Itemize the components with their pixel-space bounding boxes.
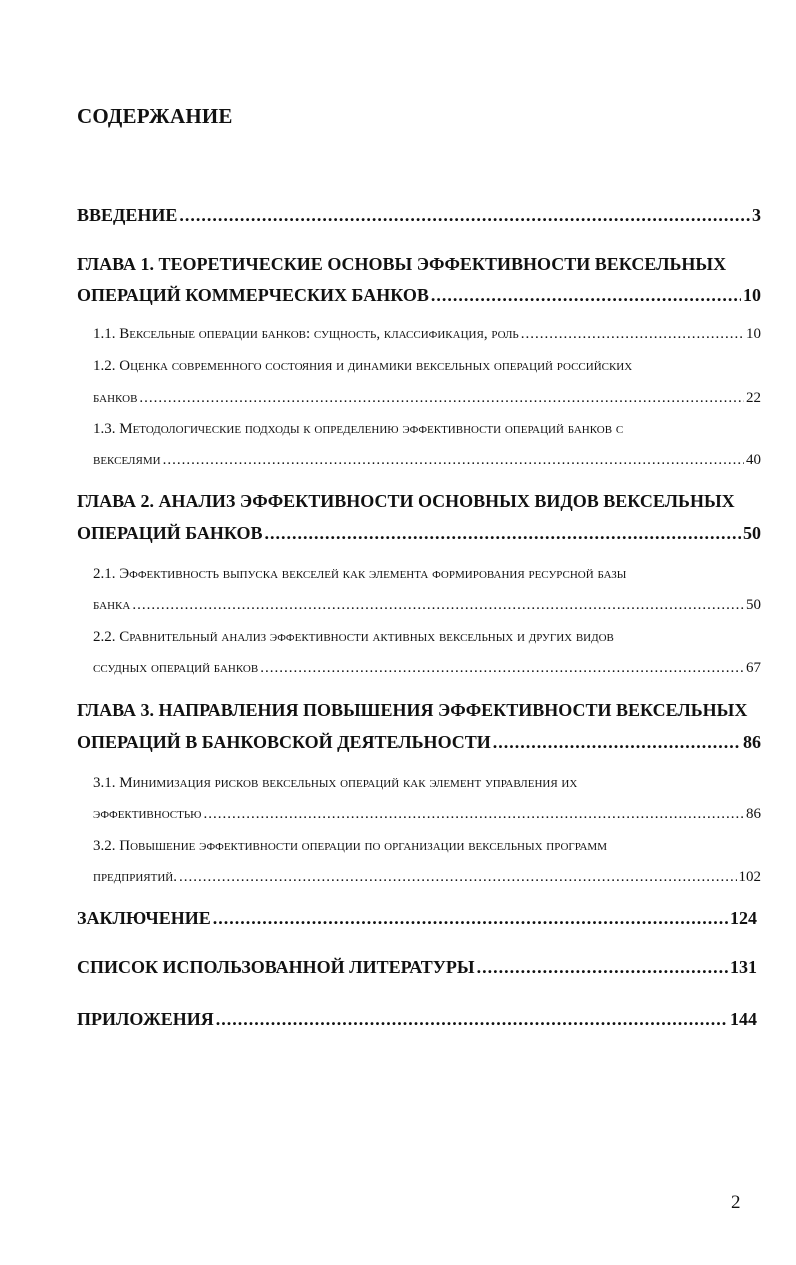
toc-section-3-1[interactable] [93, 806, 761, 823]
toc-entry-label: ссудных операций банков [93, 660, 259, 676]
toc-section-1-1[interactable] [93, 326, 761, 343]
toc-entry-label: ОПЕРАЦИЙ КОММЕРЧЕСКИХ БАНКОВ [77, 285, 429, 305]
toc-entry-label: предприятий. [93, 869, 177, 885]
toc-page-number: 22 [746, 390, 761, 406]
toc-entry-conclusion[interactable] [77, 908, 757, 929]
toc-page-number: 50 [743, 523, 761, 543]
toc-entry-bibliography[interactable] [77, 957, 757, 978]
dot-leader [213, 908, 728, 929]
toc-section-1-2[interactable] [93, 390, 761, 407]
toc-section-2-1-line1[interactable]: 2.1. Эффективность выпуска векселей как элемента формирования ресурсной базы [93, 566, 627, 582]
toc-page-number: 86 [746, 806, 761, 822]
toc-page-number: 50 [746, 597, 761, 613]
toc-page-number: 67 [746, 660, 761, 676]
toc-section-1-3[interactable] [93, 452, 761, 469]
dot-leader [521, 326, 744, 343]
page-number: 2 [731, 1192, 741, 1213]
dot-leader [179, 205, 750, 226]
toc-chapter-1-line1[interactable]: ГЛАВА 1. ТЕОРЕТИЧЕСКИЕ ОСНОВЫ ЭФФЕКТИВНОСТИ ВЕКСЕЛЬНЫХ [77, 254, 727, 274]
toc-section-2-2-line1[interactable]: 2.2. Сравнительный анализ эффективности активных вексельных и других видов [93, 629, 614, 645]
dot-leader [132, 597, 744, 614]
toc-entry-label: эффективностью [93, 806, 202, 822]
dot-leader [203, 806, 744, 823]
dot-leader [477, 957, 728, 978]
toc-section-1-3-line1[interactable]: 1.3. Методологические подходы к определению эффективности операций банков с [93, 421, 624, 437]
toc-entry-intro[interactable] [77, 205, 761, 226]
toc-chapter-2-line1[interactable]: ГЛАВА 2. АНАЛИЗ ЭФФЕКТИВНОСТИ ОСНОВНЫХ ВИДОВ ВЕКСЕЛЬНЫХ [77, 491, 735, 511]
dot-leader [179, 869, 737, 886]
toc-page-number: 131 [730, 957, 757, 977]
toc-entry-label: ОПЕРАЦИЙ В БАНКОВСКОЙ ДЕЯТЕЛЬНОСТИ [77, 732, 491, 752]
toc-chapter-1[interactable] [77, 285, 761, 306]
toc-chapter-2[interactable] [77, 523, 761, 544]
toc-chapter-3[interactable] [77, 732, 761, 753]
toc-entry-label: векселями [93, 452, 161, 468]
toc-entry-label: ВВЕДЕНИЕ [77, 205, 178, 225]
toc-page-number: 10 [743, 285, 761, 305]
toc-entry-label: банка [93, 597, 131, 613]
toc-entry-label: СПИСОК ИСПОЛЬЗОВАННОЙ ЛИТЕРАТУРЫ [77, 957, 475, 977]
toc-section-2-1[interactable] [93, 597, 761, 614]
dot-leader [216, 1009, 728, 1030]
dot-leader [493, 732, 741, 753]
dot-leader [139, 390, 744, 407]
toc-entry-appendix[interactable] [77, 1009, 757, 1030]
toc-section-1-2-line1[interactable]: 1.2. Оценка современного состояния и динамики вексельных операций российских [93, 358, 633, 374]
toc-section-3-1-line1[interactable]: 3.1. Минимизация рисков вексельных операций как элемент управления их [93, 775, 578, 791]
toc-page-number: 10 [746, 326, 761, 342]
dot-leader [264, 523, 741, 544]
dot-leader [163, 452, 744, 469]
dot-leader [431, 285, 741, 306]
dot-leader [260, 660, 744, 677]
toc-chapter-3-line1[interactable]: ГЛАВА 3. НАПРАВЛЕНИЯ ПОВЫШЕНИЯ ЭФФЕКТИВНОСТИ ВЕКСЕЛЬНЫХ [77, 700, 748, 720]
toc-entry-label: 1.1. Вексельные операции банков: сущность, классификация, роль [93, 326, 519, 342]
toc-page-number: 102 [738, 869, 761, 885]
page-title: СОДЕРЖАНИЕ [77, 104, 233, 128]
toc-entry-label: ЗАКЛЮЧЕНИЕ [77, 908, 211, 928]
toc-page-number: 3 [752, 205, 761, 225]
toc-section-3-2-line1[interactable]: 3.2. Повышение эффективности операции по организации вексельных программ [93, 838, 607, 854]
toc-page-number: 40 [746, 452, 761, 468]
toc-entry-label: ОПЕРАЦИЙ БАНКОВ [77, 523, 263, 543]
toc-entry-label: ПРИЛОЖЕНИЯ [77, 1009, 214, 1029]
toc-section-2-2[interactable] [93, 660, 761, 677]
toc-entry-label: банков [93, 390, 138, 406]
toc-page-number: 124 [730, 908, 757, 928]
toc-page-number: 144 [730, 1009, 757, 1029]
toc-section-3-2[interactable] [93, 869, 761, 886]
toc-page-number: 86 [743, 732, 761, 752]
